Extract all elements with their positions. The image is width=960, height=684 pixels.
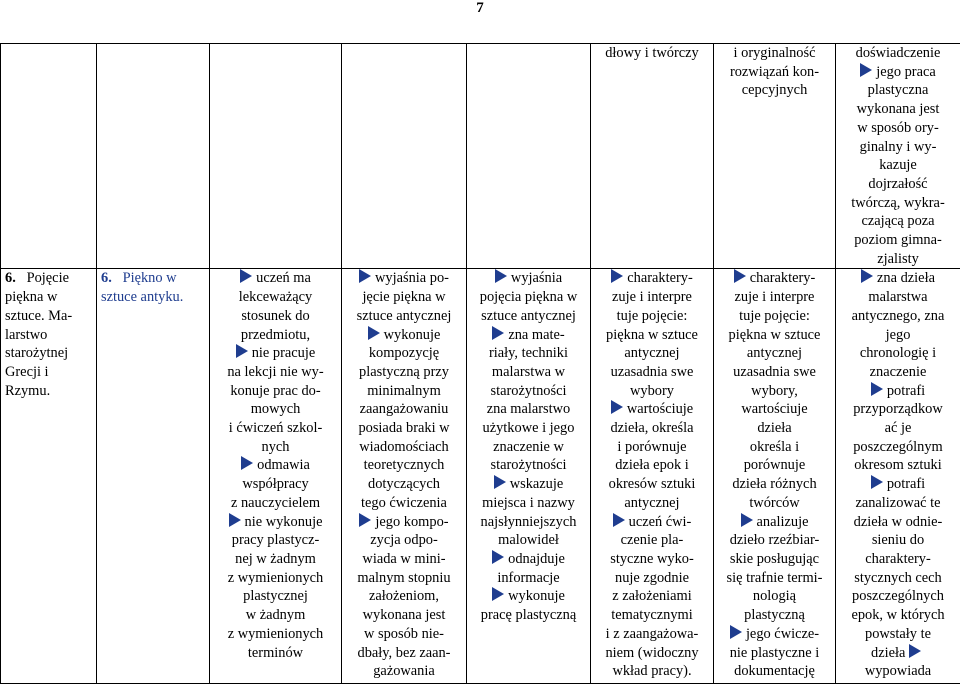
grade-col-2-line: zycja odpo-: [370, 532, 438, 549]
grade-col-1-line: mowych: [250, 401, 301, 418]
grade-col-1-line: z nauczycielem: [230, 494, 321, 511]
grade-col-4-line: piękna w sztuce: [606, 326, 698, 343]
continuation-line: dłowy i twórczy: [605, 45, 699, 61]
grade-col-4-line: dzieła epok i: [615, 457, 689, 474]
grade-col-2-line: dotyczących: [368, 476, 440, 493]
cont-cell-3: [210, 44, 342, 269]
grade-col-6-line: charaktery-: [865, 550, 931, 567]
grade-col-2-line: założeniom,: [369, 588, 439, 605]
bullet-triangle-icon: [734, 269, 746, 283]
grade-col-6-line: ać je: [884, 420, 912, 437]
grade-col-2-line: zaangażowaniu: [359, 401, 449, 418]
continuation-line: jego praca: [838, 63, 958, 82]
grade-col-5-line: nie plastyczne i: [729, 644, 820, 661]
grade-col-5-line: dzieła różnych: [732, 476, 817, 493]
grade-col-3-line: najsłynniejszych: [480, 513, 577, 530]
grade-col-6-line: powstały te: [865, 625, 931, 642]
grade-col-6-line: malarstwa: [868, 289, 928, 306]
grade-col-6-line: potrafi: [838, 475, 958, 494]
grade-col-5-line: twórców: [749, 494, 800, 511]
bullet-triangle-icon: [861, 269, 873, 283]
continuation-line: ginalny i wy-: [859, 138, 937, 155]
grade-col-5-line: określa i: [749, 438, 800, 455]
bullet-triangle-icon: [492, 326, 504, 340]
grade-col-4: [591, 269, 714, 684]
grade-col-4-line: antycznej: [624, 345, 680, 362]
subtopic-line: sztuce antyku.: [101, 289, 184, 306]
grade-col-1-line: w żadnym: [245, 607, 306, 624]
cont-cell-5: [467, 44, 591, 269]
grade-col-1-line: lekceważący: [238, 289, 313, 306]
bullet-triangle-icon: [368, 326, 380, 340]
grade-col-2-line: wykonuje: [344, 326, 464, 345]
grade-col-6: [836, 269, 960, 684]
grade-col-3-line: malowideł: [498, 532, 559, 549]
grade-col-5-line: uzasadnia swe: [733, 363, 816, 380]
grade-col-5-line: charaktery-: [716, 269, 833, 288]
bullet-triangle-icon: [611, 269, 623, 283]
topic-line: Grecji i: [5, 363, 49, 380]
grade-col-6-line: antycznego, zna: [851, 307, 945, 324]
grade-col-1-line: nie pracuje: [212, 344, 339, 363]
grade-col-3-line: wskazuje: [469, 475, 588, 494]
topic-heading: 6. Pojęcie: [5, 270, 69, 287]
topic-line: sztuce. Ma-: [5, 307, 73, 324]
grade-col-1-line: terminów: [247, 644, 304, 661]
grade-col-5-line: piękna w sztuce: [728, 326, 821, 343]
content-row: [1, 269, 960, 684]
continuation-line: cepcyjnych: [741, 82, 808, 99]
bullet-triangle-icon: [359, 269, 371, 283]
grade-col-4-line: wkład pracy).: [612, 663, 692, 680]
bullet-triangle-icon: [492, 550, 504, 564]
grade-col-5-line: tuje pojęcie:: [739, 307, 810, 324]
continuation-line: doświadczenie: [855, 45, 941, 61]
grade-col-1-line: z wymienionych: [227, 569, 324, 586]
bullet-triangle-icon: [240, 269, 252, 283]
grade-col-5-line: analizuje: [716, 513, 833, 532]
bullet-triangle-icon: [871, 382, 883, 396]
bullet-triangle-icon: [495, 269, 507, 283]
grade-col-4-line: z założeniami: [612, 588, 692, 605]
grade-col-3-line: odnajduje: [469, 550, 588, 569]
grade-col-6-line: potrafi: [838, 382, 958, 401]
grade-col-4-line: i z zaangażowa-: [605, 625, 699, 642]
grade-col-4-line: antycznej: [624, 494, 680, 511]
grade-col-6-line: przyporządkow: [853, 401, 943, 418]
grade-col-3-line: zna malarstwo: [486, 401, 571, 418]
continuation-line: plastyczna: [867, 82, 929, 99]
cont-cell-2: [97, 44, 210, 269]
grade-col-5-line: porównuje: [743, 457, 806, 474]
continuation-line: w sposób ory-: [857, 119, 939, 136]
grade-col-2-line: wiada w mini-: [362, 550, 446, 567]
grade-col-2-line: wyjaśnia po-: [344, 269, 464, 288]
grade-col-4-line: charaktery-: [593, 269, 711, 288]
grade-col-5-line: nologią: [752, 588, 797, 605]
grade-col-6-line: stycznych cech: [854, 569, 942, 586]
grade-col-6-line: poszczególnych: [852, 588, 944, 605]
grade-col-2-line: dbały, bez zaan-: [357, 644, 451, 661]
continuation-line: czającą poza: [861, 213, 935, 230]
bullet-triangle-icon: [730, 625, 742, 639]
grade-col-2-line: kompozycję: [368, 345, 440, 362]
grade-col-6-line: epok, w których: [851, 607, 945, 624]
bullet-triangle-icon: [229, 513, 241, 527]
grade-col-4-line: zuje i interpre: [612, 289, 692, 306]
grade-col-5-line: jego ćwicze-: [716, 625, 833, 644]
grade-col-6-line: dzieła w odnie-: [853, 513, 943, 530]
bullet-triangle-icon: [236, 344, 248, 358]
grade-col-6-line: okresom sztuki: [854, 457, 942, 474]
grade-col-5-line: dzieło rzeźbiar-: [729, 532, 820, 549]
grade-col-2-line: wykonana jest: [362, 607, 446, 624]
grade-col-5-line: zuje i interpre: [734, 289, 815, 306]
continuation-line: dojrzałość: [868, 175, 928, 192]
continuation-line: wykonana jest: [856, 101, 940, 118]
grade-col-4-line: dzieła, określa: [610, 420, 694, 437]
grade-col-6-line: dzieła wypowiada: [864, 644, 932, 680]
grade-col-1: [210, 269, 342, 684]
topic-line: piękna w: [5, 289, 58, 306]
grade-col-1-line: stosunek do: [241, 307, 310, 324]
grade-col-3-line: znaczenie w: [493, 438, 564, 455]
grade-col-3-line: użytkowe i jego: [482, 420, 575, 437]
topic-line: starożytnej: [5, 345, 69, 362]
grade-col-5-line: dzieła: [757, 420, 792, 437]
grade-col-6-line: sieniu do: [871, 532, 925, 549]
grade-col-6-line: jego: [885, 326, 911, 343]
grade-col-2-line: posiada braki w: [358, 420, 450, 437]
grade-col-5-line: skie posługując: [729, 550, 820, 567]
topic-line: larstwo: [5, 326, 48, 343]
subtopic-cell: [97, 269, 210, 684]
grade-col-1-line: z wymienionych: [227, 625, 324, 642]
grade-col-2-line: jęcie piękna w: [362, 289, 446, 306]
grade-col-3-line: sztuce antycznej: [481, 307, 576, 324]
grade-col-4-line: wartościuje: [593, 400, 711, 419]
bullet-triangle-icon: [492, 587, 504, 601]
grade-col-4-line: okresów sztuki: [608, 476, 696, 493]
grade-col-4-line: nuje zgodnie: [615, 569, 689, 586]
grade-col-2-line: gażowania: [373, 663, 435, 680]
continuation-line: poziom gimna-: [854, 232, 942, 249]
cont-cell-8: [836, 44, 960, 269]
grade-col-4-line: uzasadnia swe: [610, 363, 694, 380]
grade-col-2-line: malnym stopniu: [357, 569, 451, 586]
grade-col-1-line: nej w żadnym: [235, 550, 316, 567]
grade-col-6-line: zna dzieła: [838, 269, 958, 288]
grade-col-3-line: pracę plastyczną: [480, 607, 577, 624]
grade-col-1-line: przedmiotu,: [240, 326, 311, 343]
bullet-triangle-icon: [871, 475, 883, 489]
continuation-line: rozwiązań kon-: [729, 63, 820, 80]
bullet-triangle-icon: [613, 513, 625, 527]
bullet-triangle-icon: [860, 63, 872, 77]
grade-col-1-line: plastycznej: [243, 588, 308, 605]
grade-col-3-line: malarstwa w: [491, 363, 566, 380]
grade-col-1-line: nie wykonuje: [212, 513, 339, 532]
grade-col-3-line: starożytności: [490, 382, 567, 399]
grade-col-5-line: plastyczną: [744, 607, 805, 624]
grade-col-6-line: chronologię i: [859, 345, 937, 362]
grade-col-2-line: teoretycznych: [363, 457, 445, 474]
grade-col-2-line: tego ćwiczenia: [361, 494, 447, 511]
grade-col-5-line: dokumentację: [734, 663, 815, 680]
grade-col-6-line: poszczególnym: [853, 438, 943, 455]
subtopic-number: 6.: [101, 270, 112, 287]
continuation-line: i oryginalność: [733, 45, 816, 61]
cont-cell-7: [714, 44, 836, 269]
grade-col-3-line: wykonuje: [469, 587, 588, 606]
grade-col-3-line: miejsca i nazwy: [482, 494, 575, 511]
grade-col-5-line: antycznej: [746, 345, 803, 362]
cont-cell-6: [591, 44, 714, 269]
topic-line: Rzymu.: [5, 382, 51, 399]
bullet-triangle-icon: [359, 513, 371, 527]
grade-col-1-line: i ćwiczeń szkol-: [228, 420, 323, 437]
grade-col-1-line: pracy plastycz-: [231, 532, 320, 549]
topic-cell: [1, 269, 97, 684]
grade-col-3-line: wyjaśnia: [469, 269, 588, 288]
grade-col-2: [342, 269, 467, 684]
grade-col-1-line: uczeń ma: [212, 269, 339, 288]
grade-col-4-line: wybory: [630, 382, 674, 399]
grade-col-6-line: zanalizować te: [855, 494, 941, 511]
grade-col-2-line: wiadomościach: [359, 438, 449, 455]
grade-col-4-line: uczeń ćwi-: [593, 513, 711, 532]
cont-cell-4: [342, 44, 467, 269]
grade-col-4-line: styczne wyko-: [610, 550, 694, 567]
bullet-triangle-icon: [611, 400, 623, 414]
grade-col-4-line: niem (widoczny: [605, 644, 699, 661]
grade-col-1-line: konuje prac do-: [230, 382, 321, 399]
continuation-line: zjalisty: [877, 250, 919, 267]
topic-number: 6.: [5, 270, 16, 287]
grade-col-5-line: się trafnie termi-: [726, 569, 823, 586]
grading-table: [0, 43, 960, 684]
grade-col-3-line: pojęcia piękna w: [479, 289, 578, 306]
grade-col-1-line: nych: [261, 438, 290, 455]
continuation-row: [1, 44, 960, 269]
grade-col-4-line: i porównuje: [617, 438, 687, 455]
continuation-line: kazuje: [879, 157, 917, 174]
grade-col-2-line: jego kompo-: [344, 513, 464, 532]
bullet-triangle-icon: [494, 475, 506, 489]
grade-col-4-line: tuje pojęcie:: [616, 307, 688, 324]
bullet-triangle-icon: [909, 644, 921, 658]
bullet-triangle-icon: [241, 456, 253, 470]
grade-col-5-line: wartościuje: [741, 401, 808, 418]
grade-col-5-line: wybory,: [751, 382, 798, 399]
grade-col-3: [467, 269, 591, 684]
grade-col-6-line: znaczenie: [869, 363, 927, 380]
grade-col-5: [714, 269, 836, 684]
grade-col-3-line: zna mate-: [469, 326, 588, 345]
grade-col-1-line: współpracy: [242, 476, 309, 493]
grade-col-3-line: starożytności: [490, 457, 567, 474]
grade-col-1-line: odmawia: [212, 456, 339, 475]
grade-col-2-line: plastyczną przy: [359, 363, 449, 380]
grade-col-3-line: informacje: [497, 569, 560, 586]
cont-cell-1: [1, 44, 97, 269]
grade-col-2-line: sztuce antycznej: [356, 307, 452, 324]
grade-col-1-line: na lekcji nie wy-: [227, 363, 324, 380]
grade-col-4-line: tematycznymi: [611, 607, 693, 624]
subtopic-heading: 6. Piękno w: [101, 270, 177, 287]
page-number: 7: [476, 0, 484, 16]
grade-col-3-line: riały, techniki: [489, 345, 568, 362]
continuation-line: twórczą, wykra-: [851, 194, 945, 211]
grade-col-2-line: w sposób nie-: [364, 625, 444, 642]
bullet-triangle-icon: [741, 513, 753, 527]
grade-col-4-line: czenie pla-: [620, 532, 684, 549]
grade-col-2-line: minimalnym: [367, 382, 441, 399]
